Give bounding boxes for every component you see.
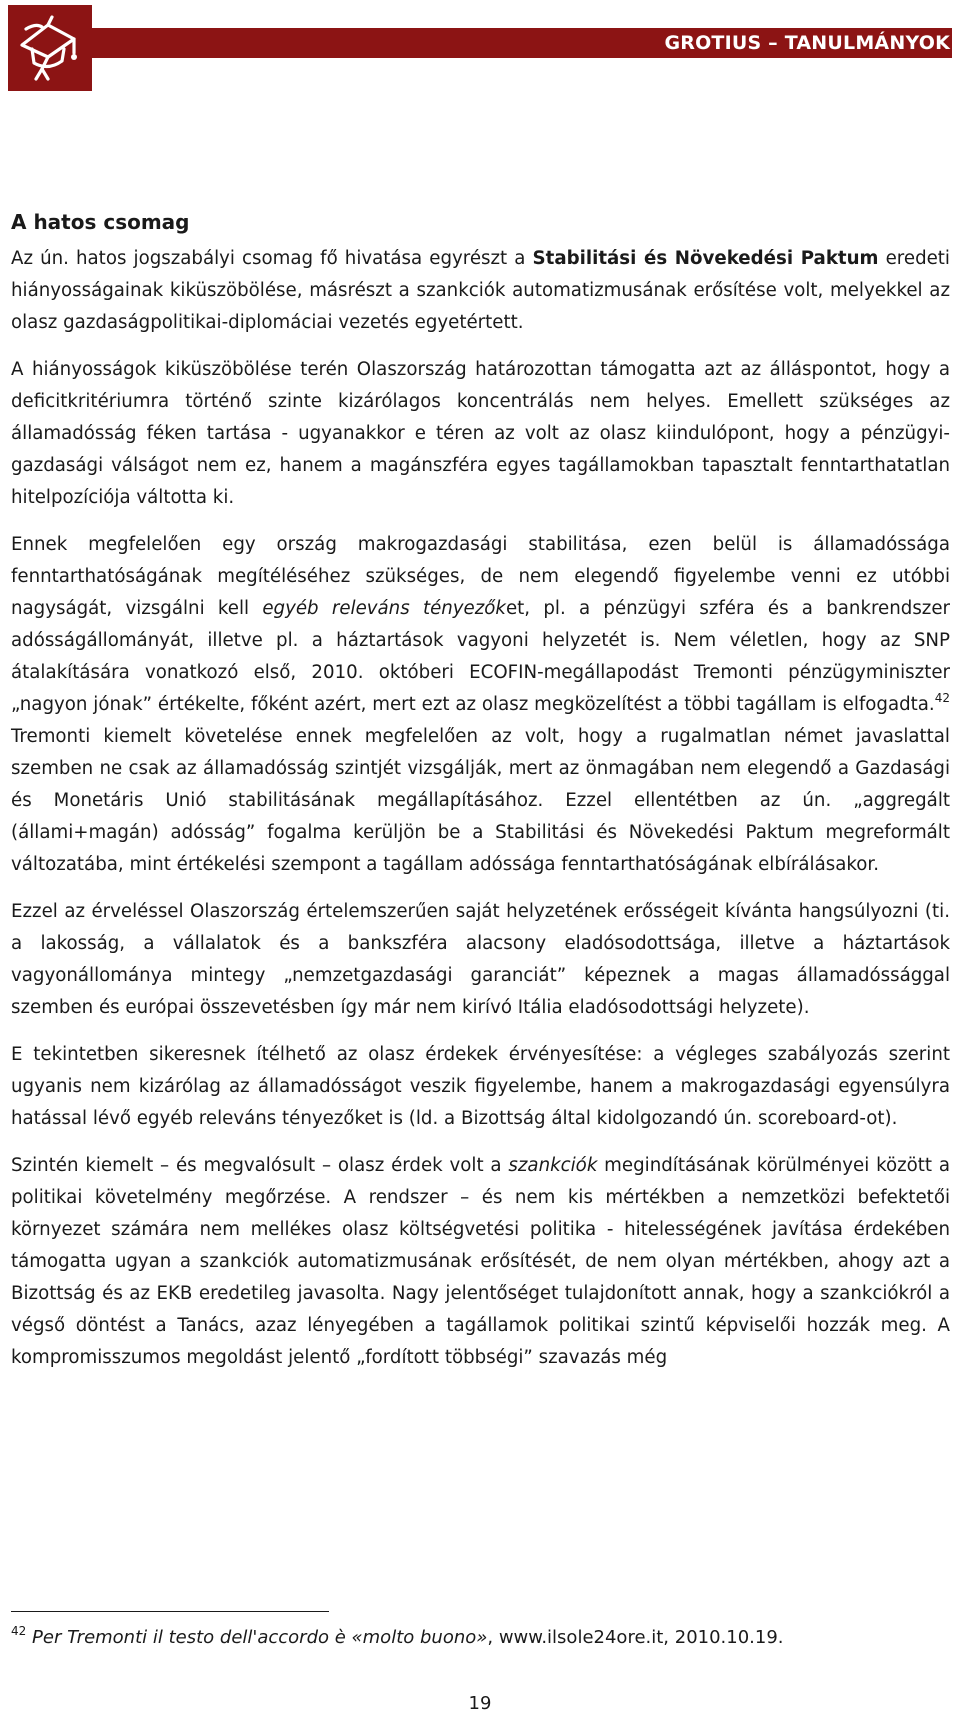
footnote-italic: Per Tremonti il testo dell'accordo è «molto buono»	[32, 1627, 488, 1648]
paragraph-3-italic: egyéb releváns tényezők	[262, 598, 506, 619]
page-number: 19	[468, 1693, 492, 1714]
paragraph-3	[11, 529, 950, 881]
paragraph-6-text-c: megindításának körülményei között a politikai követelmény megőrzése. A rendszer – és nem kis mértékben a nemzetközi befektetői környezet számára nem mellékes olasz költségvetési politika - hitelességének javítása érdekében támogatta ugyan a szankciók automatizmusának erősítését, de nem olyan mértékben, ahogy azt a Bizottság és az EKB eredetileg javasolta. Nagy jelentőséget tulajdonított annak, hogy a szankciókról a végső döntést a Tanács, azaz lényegében a tagállamok politikai szintű képviselői hozzák meg. A kompromisszumos megoldást jelentő „fordított többségi” szavazás még	[11, 1155, 950, 1368]
paragraph-4: Ezzel az érveléssel Olaszország értelemszerűen saját helyzetének erősségeit kívánta hangsúlyozni (ti. a lakosság, a vállalatok és a bankszféra alacsony eladósodottsága, illetve a háztartások vagyonállománya mintegy „nemzetgazdasági garanciát” képeznek a magas államadóssággal szemben és európai összevetésben így már nem kirívó Itália eladósodottsági helyzete).	[11, 901, 950, 1018]
paragraph-3-text-d: Tremonti kiemelt követelése ennek megfelelően az volt, hogy a rugalmatlan német javaslattal szemben ne csak az államadósság szintjét vizsgálják, mert az önmagában nem elegendő a Gazdasági és Monetáris Unió stabilitásának megállapításához. Ezzel ellentétben az ún. „aggregált (állami+magán) adósság” fogalma kerüljön be a Stabilitási és Növekedési Paktum megreformált változatába, mint értékelési szempont a tagállam adóssága fenntarthatóságának elbírálásakor.	[11, 726, 950, 875]
paragraph-6	[11, 1150, 950, 1374]
paragraph-3-text-c: et, pl. a pénzügyi szféra és a bankrendszer adósságállományát, illetve pl. a háztartások vagyoni helyzetét is. Nem véletlen, hogy az SNP átalakítására vonatkozó első, 2010. októberi ECOFIN-megállapodást Tremonti pénzügyminiszter „nagyon jónak” értékelte, főként azért, mert ezt az olasz megközelítést a többi tagállam is elfogadta.	[11, 598, 951, 715]
footnote	[11, 1625, 950, 1651]
header-title: GROTIUS – TANULMÁNYOK	[664, 32, 950, 54]
footnote-reference[interactable]: 42	[934, 691, 950, 705]
page-header	[0, 0, 960, 100]
paragraph-1-bold: Stabilitási és Növekedési Paktum	[532, 248, 879, 269]
paragraph-2: A hiányosságok kiküszöbölése terén Olaszország határozottan támogatta azt az álláspontot, hogy a deficitkritériumra történő szinte kizárólagos koncentrálás nem helyes. Emellett szükséges az államadósság féken tartása - ugyanakkor e téren az volt az olasz kiindulópont, hogy a pénzügyi-gazdasági válságot nem ez, hanem a magánszféra egyes tagállamokban tapasztalt fenntarthatatlan hitelpozíciója váltotta ki.	[11, 359, 950, 508]
paragraph-1	[11, 243, 950, 339]
graduation-cap-logo-icon	[8, 5, 92, 91]
paragraph-1-text-a: Az ún. hatos jogszabályi csomag fő hivatása egyrészt a	[11, 248, 533, 269]
footnote-text: , www.ilsole24ore.it, 2010.10.19.	[487, 1627, 784, 1648]
section-heading: A hatos csomag	[11, 210, 190, 234]
footnote-divider	[11, 1611, 329, 1612]
paragraph-6-italic: szankciók	[508, 1155, 598, 1176]
paragraph-5: E tekintetben sikeresnek ítélhető az olasz érdekek érvényesítése: a végleges szabályozás szerint ugyanis nem kizárólag az államadósságot veszik figyelembe, hanem a makrogazdasági egyensúlyra hatással lévő egyéb releváns tényezőket is (ld. a Bizottság által kidolgozandó ún. scoreboard-ot).	[11, 1044, 950, 1129]
logo	[8, 5, 92, 91]
paragraph-6-text-a: Szintén kiemelt – és megvalósult – olasz érdek volt a	[11, 1155, 509, 1176]
footnote-number: 42	[11, 1624, 27, 1638]
article-body	[11, 205, 950, 1389]
paragraph-1-text-c: eredeti hiányosságainak kiküszöbölése, másrészt a szankciók automatizmusának erősítése volt, melyekkel az olasz gazdaságpolitikai-diplomáciai vezetés egyetértett.	[11, 248, 950, 333]
header-banner	[92, 28, 952, 58]
paragraph-3-text-a: Ennek megfelelően egy ország makrogazdasági stabilitása, ezen belül is államadóssága fenntarthatóságának megítéléséhez szükséges, de nem elegendő figyelembe venni ez utóbbi nagyságát, vizsgálni kell	[11, 534, 950, 619]
